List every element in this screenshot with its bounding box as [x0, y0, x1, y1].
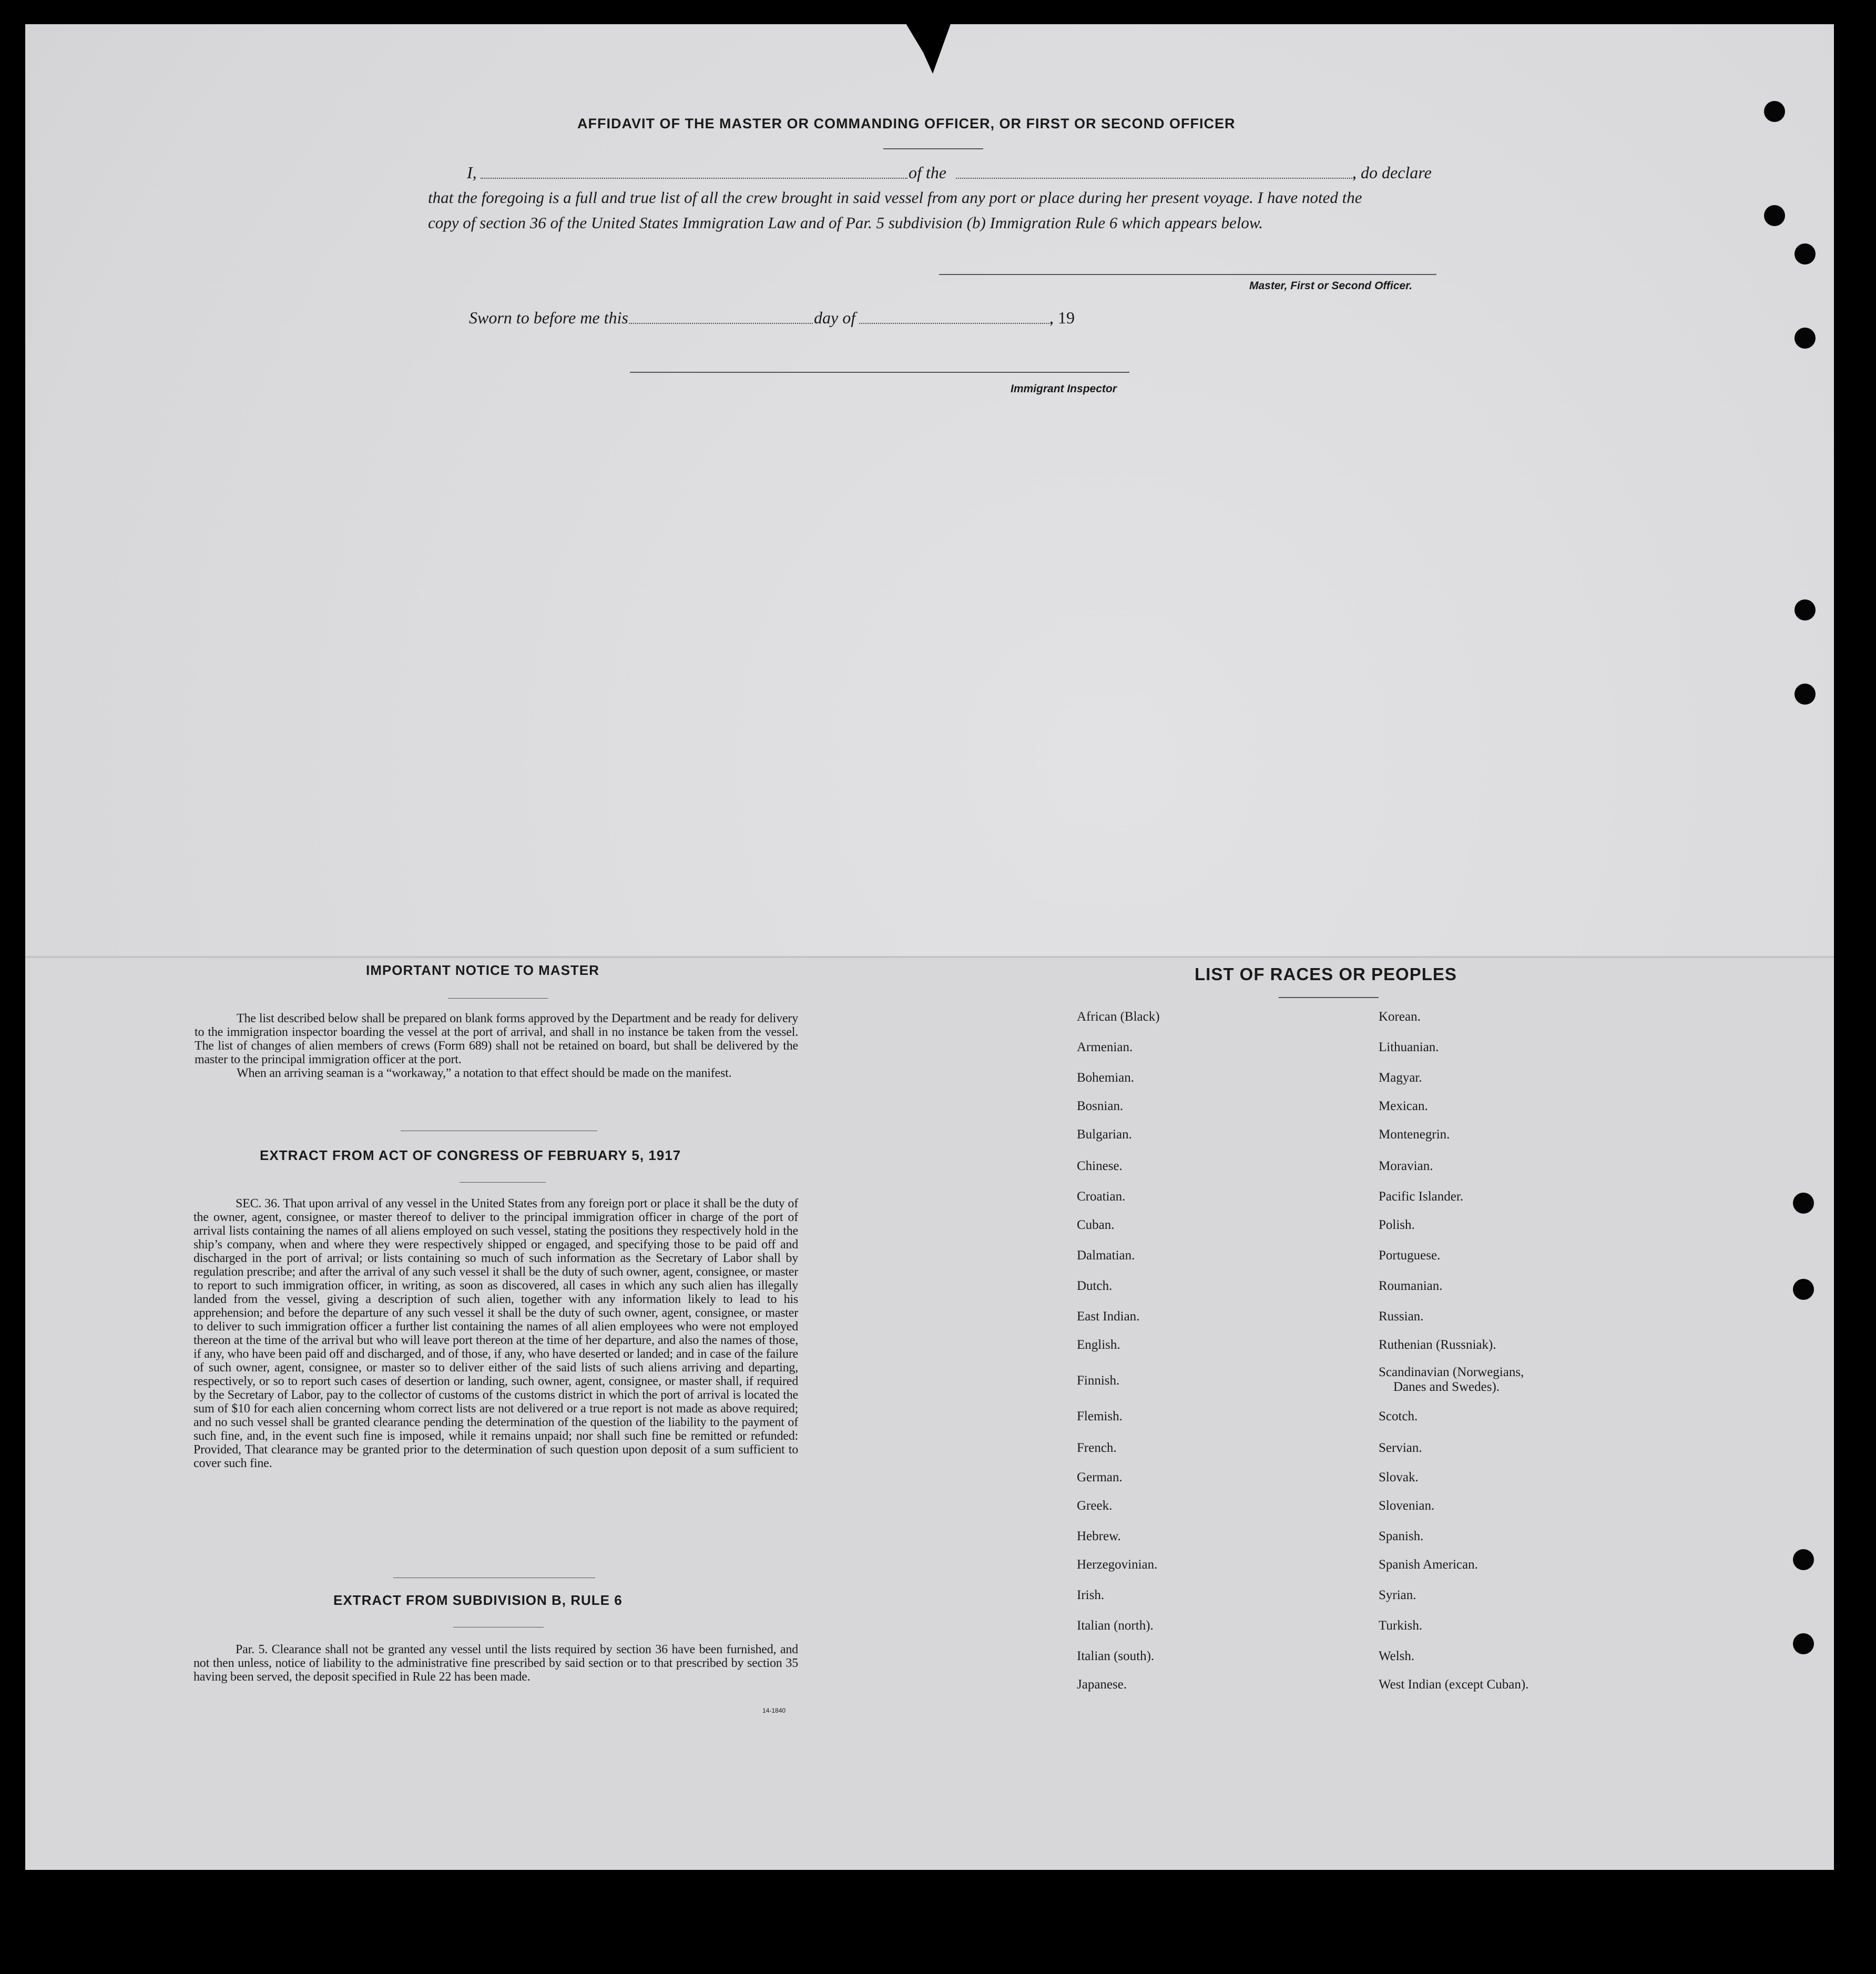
punch-hole [1764, 101, 1785, 122]
act-extract-body [193, 1197, 798, 1470]
inspector-signature-line[interactable] [630, 372, 1129, 373]
sworn-label: Sworn to before me this [469, 308, 628, 327]
race-right-item: West Indian (except Cuban). [1379, 1677, 1529, 1692]
race-left-item: Irish. [1077, 1588, 1105, 1602]
inspector-label: Immigrant Inspector [1011, 383, 1117, 395]
day-of-label: day of [814, 308, 856, 327]
act-extract-text: SEC. 36. That upon arrival of any vessel in the United States from any foreign port or place it shall be the duty of the owner, agent, consignee, or master thereof to deliver to the principal immigration officer in charge of the port of arrival lists containing the names of all aliens employed on such vessel, stating the positions they respectively hold in the ship’s company, when and where they were respectively shipped or engaged, and specifying those to be paid off and discharged in the port of arrival; or lists containing so much of such information as the Secretary of Labor shall by regulation prescribe; and after the arrival of any such vessel it shall be the duty of such owner, agent, consignee, or master to report to such immigration officer, in writing, as soon as discovered, all cases in which any such alien has illegally landed from the vessel, giving a description of such alien, together with any information likely to lead to his apprehension; and before the departure of any such vessel it shall be the duty of such owner, agent, consignee, or master to deliver to such immigration officer a further list containing the names of all alien employees who were not employed thereon at the time of the arrival but who will leave port thereon at the time of her departure, and also the names of those, if any, who have been paid off and discharged, and of those, if any, who have deserted or landed; and in case of the failure of such owner, agent, consignee, or master so to deliver either of the said lists of such aliens arriving and departing, respectively, or so to report such cases of desertion or landing, such owner, agent, consignee, or master shall, if required by the Secretary of Labor, pay to the collector of customs of the customs district in which the port of arrival is located the sum of $10 for each alien concerning whom correct lists are not delivered or a true report is not made as above required; and no such vessel shall be granted clearance pending the determination of the question of the liability to the payment of such fine, and, in the event such fine is imposed, while it remains unpaid; nor shall such fine be remitted or refunded: Provided, That clearance may be granted prior to the determination of such question upon deposit of a sum sufficient to cover such fine. [193, 1197, 798, 1470]
act-extract-title: EXTRACT FROM ACT OF CONGRESS OF FEBRUARY 5, 1917 [260, 1147, 681, 1163]
race-left-item: East Indian. [1077, 1309, 1140, 1324]
race-right-item: Pacific Islander. [1379, 1189, 1464, 1204]
punch-hole [1795, 243, 1816, 264]
race-right-item: Slovak. [1379, 1470, 1419, 1484]
sworn-day-blank[interactable] [629, 323, 813, 324]
race-left-item: Japanese. [1077, 1677, 1127, 1692]
race-right-item: Scandinavian (Norwegians, [1379, 1365, 1524, 1379]
race-left-item: Herzegovinian. [1077, 1558, 1158, 1572]
affidavit-i-label: I, [467, 163, 477, 182]
race-right-item: Korean. [1379, 1010, 1421, 1024]
sworn-month-blank[interactable] [859, 323, 1052, 324]
race-right-item: Moravian. [1379, 1159, 1433, 1173]
affidavit-line-3: copy of section 36 of the United States Immigration Law and of Par. 5 subdivision (b) Immigration Rule 6 which appears below. [428, 213, 1263, 232]
notice-paragraph-1: The list described below shall be prepared on blank forms approved by the Department and be ready for delivery to the immigration inspector boarding the vessel at the port of arrival, and shall in no instance be taken from the vessel. The list of changes of alien members of crews (Form 689) shall not be retained on board, but shall be delivered by the master to the principal immigration officer at the port. [195, 1012, 798, 1066]
race-right-item: Russian. [1379, 1309, 1424, 1324]
race-right-item: Danes and Swedes). [1393, 1380, 1500, 1394]
race-left-item: Dutch. [1077, 1279, 1113, 1293]
punch-hole [1795, 599, 1816, 620]
race-left-item: Cuban. [1077, 1218, 1115, 1232]
race-left-item: Hebrew. [1077, 1529, 1121, 1543]
master-signature-label: Master, First or Second Officer. [1249, 280, 1413, 292]
race-left-item: Italian (north). [1077, 1619, 1154, 1633]
race-right-item: Spanish American. [1379, 1558, 1478, 1572]
race-left-item: Flemish. [1077, 1409, 1123, 1423]
race-left-item: Italian (south). [1077, 1649, 1155, 1663]
race-left-item: Armenian. [1077, 1040, 1133, 1054]
race-left-item: Bulgarian. [1077, 1127, 1132, 1142]
race-right-item: Turkish. [1379, 1619, 1423, 1633]
race-right-item: Slovenian. [1379, 1499, 1435, 1513]
punch-hole [1793, 1193, 1814, 1214]
punch-hole [1793, 1633, 1814, 1654]
race-right-item: Ruthenian (Russniak). [1379, 1338, 1496, 1352]
race-right-item: Mexican. [1379, 1099, 1428, 1113]
rule-extract-title: EXTRACT FROM SUBDIVISION B, RULE 6 [333, 1592, 623, 1608]
punch-hole [1764, 205, 1785, 226]
fold-line [25, 956, 1834, 958]
race-right-item: Welsh. [1379, 1649, 1415, 1663]
affidavit-of-the-label: of the [909, 163, 946, 182]
race-right-item: Roumanian. [1379, 1279, 1443, 1293]
race-right-item: Lithuanian. [1379, 1040, 1439, 1054]
year-label: , 19 [1049, 308, 1075, 327]
race-left-item: Chinese. [1077, 1159, 1123, 1173]
race-right-item: Montenegrin. [1379, 1127, 1450, 1142]
race-left-item: Dalmatian. [1077, 1248, 1135, 1263]
notice-underline [448, 998, 548, 999]
punch-hole [1795, 684, 1816, 705]
affidavit-declare-label: , do declare [1352, 163, 1432, 182]
race-left-item: French. [1077, 1441, 1117, 1455]
race-left-item: Bosnian. [1077, 1099, 1124, 1113]
punch-hole [1793, 1549, 1814, 1570]
race-left-item: German. [1077, 1470, 1123, 1484]
title-underline [883, 148, 983, 149]
race-left-item: Bohemian. [1077, 1071, 1135, 1085]
vessel-blank[interactable] [956, 178, 1354, 179]
master-signature-line[interactable] [939, 274, 1436, 275]
race-right-item: Magyar. [1379, 1071, 1422, 1085]
races-title: LIST OF RACES OR PEOPLES [1195, 964, 1457, 984]
name-blank[interactable] [481, 178, 908, 179]
notice-title: IMPORTANT NOTICE TO MASTER [366, 962, 599, 978]
race-right-item: Polish. [1379, 1218, 1415, 1232]
race-right-item: Syrian. [1379, 1588, 1416, 1602]
race-left-item: African (Black) [1077, 1010, 1160, 1024]
affidavit-title: AFFIDAVIT OF THE MASTER OR COMMANDING OFFICER, OR FIRST OR SECOND OFFICER [577, 116, 1236, 131]
act-extract-underline [460, 1182, 546, 1183]
race-right-item: Servian. [1379, 1441, 1422, 1455]
race-right-item: Portuguese. [1379, 1248, 1441, 1263]
race-left-item: English. [1077, 1338, 1120, 1352]
rule-extract-body [193, 1643, 798, 1684]
punch-hole [1795, 328, 1816, 349]
form-number: 14-1840 [762, 1707, 786, 1714]
race-right-item: Scotch. [1379, 1409, 1418, 1423]
notice-body [195, 1012, 798, 1080]
notice-paragraph-2: When an arriving seaman is a “workaway,” a notation to that effect should be made on the manifest. [237, 1066, 732, 1080]
race-left-item: Greek. [1077, 1499, 1113, 1513]
races-title-underline [1279, 997, 1379, 998]
punch-hole [1793, 1279, 1814, 1300]
race-right-item: Spanish. [1379, 1529, 1424, 1543]
affidavit-line-2: that the foregoing is a full and true list of all the crew brought in said vessel from any port or place during her present voyage. I have noted the [428, 188, 1362, 207]
race-left-item: Croatian. [1077, 1189, 1126, 1204]
rule-extract-text: Par. 5. Clearance shall not be granted any vessel until the lists required by section 36 have been furnished, and not then unless, notice of liability to the administrative fine prescribed by said section or to that prescribed by section 35 having been served, the deposit specified in Rule 22 has been made. [193, 1643, 798, 1684]
race-left-item: Finnish. [1077, 1373, 1120, 1388]
